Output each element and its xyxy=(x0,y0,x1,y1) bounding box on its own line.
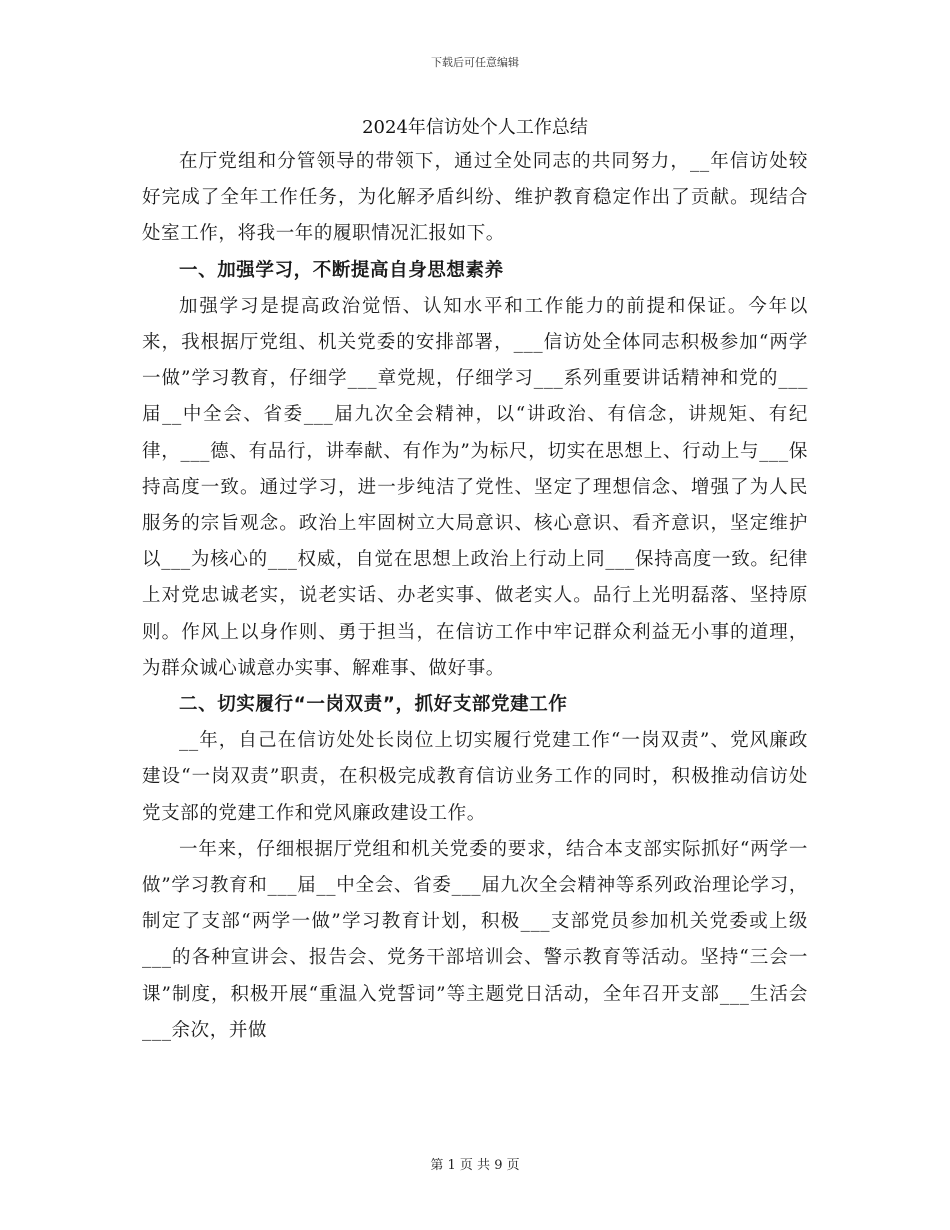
document-body xyxy=(142,112,808,1049)
section-2-paragraph-1: __年，自己在信访处处长岗位上切实履行党建工作“一岗双责”、党风廉政建设“一岗双责”职责，在积极完成教育信访业务工作的同时，积极推动信访处党支部的党建工作和党风廉政建设工作。 xyxy=(142,730,808,824)
document-title: 2024年信访处个人工作总结 xyxy=(362,117,588,138)
section-1-paragraph: 加强学习是提高政治觉悟、认知水平和工作能力的前提和保证。今年以来，我根据厅党组、机关党委的安排部署，___信访处全体同志积极参加“两学一做”学习教育，仔细学___章党规，仔细学习___系列重要讲话精神和党的___届__中全会、省委___届九次全会精神，以“讲政治、有信念，讲规矩、有纪律，___德、有品行，讲奉献、有作为”为标尺，切实在思想上、行动上与___保持高度一致。通过学习，进一步纯洁了党性、坚定了理想信念、增强了为人民服务的宗旨观念。政治上牢固树立大局意识、核心意识、看齐意识，坚定维护以___为核心的___权威，自觉在思想上政治上行动上同___保持高度一致。纪律上对党忠诚老实，说老实话、办老实事、做老实人。品行上光明磊落、坚持原则。作风上以身作则、勇于担当，在信访工作中牢记群众利益无小事的道理，为群众诚心诚意办实事、解难事、做好事。 xyxy=(142,295,808,679)
page-header-note: 下载后可任意编辑 xyxy=(431,56,519,69)
section-2-heading: 二、切实履行“一岗双责”，抓好支部党建工作 xyxy=(179,694,568,716)
intro-paragraph: 在厅党组和分管领导的带领下，通过全处同志的共同努力，__年信访处较好完成了全年工作任务，为化解矛盾纠纷、维护教育稳定作出了贡献。现结合处室工作，将我一年的履职情况汇报如下。 xyxy=(142,151,808,245)
section-1-heading: 一、加强学习，不断提高自身思想素养 xyxy=(179,259,504,281)
section-2-paragraph-2: 一年来，仔细根据厅党组和机关党委的要求，结合本支部实际抓好“两学一做”学习教育和___届__中全会、省委___届九次全会精神等系列政治理论学习，制定了支部“两学一做”学习教育计划，积极___支部党员参加机关党委或上级___的各种宣讲会、报告会、党务干部培训会、警示教育等活动。坚持“三会一课”制度，积极开展“重温入党誓词”等主题党日活动，全年召开支部___生活会___余次，并做 xyxy=(142,838,808,1041)
page-number: 第 1 页 共 9 页 xyxy=(430,1158,520,1173)
